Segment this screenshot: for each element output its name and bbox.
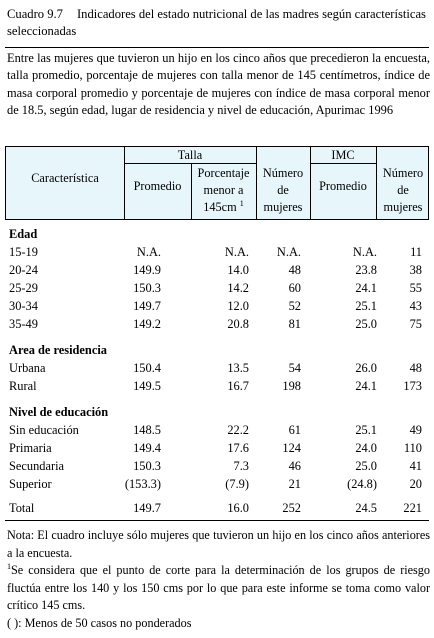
cell-porcentaje: 13.5 xyxy=(227,361,249,375)
cell-porcentaje: 16.7 xyxy=(227,379,249,393)
cell-talla-promedio: 150.3 xyxy=(133,459,161,473)
cell-imc-promedio: 24.1 xyxy=(355,281,377,295)
row-label: 15-19 xyxy=(9,245,38,259)
cell-numero: 46 xyxy=(288,459,301,473)
section-label: Nivel de educación xyxy=(9,405,109,419)
table-title xyxy=(7,6,429,40)
cell-numero-imc: 49 xyxy=(409,423,422,437)
cell-numero-imc: 173 xyxy=(403,379,422,393)
table-row xyxy=(5,421,429,439)
cell-porcentaje: 14.0 xyxy=(227,263,249,277)
section-label: Edad xyxy=(9,227,38,241)
header-imc-promedio: Promedio xyxy=(319,179,367,193)
row-label: Superior xyxy=(9,477,52,491)
header-imc: IMC xyxy=(331,148,355,162)
cell-talla-promedio: 149.7 xyxy=(133,299,161,313)
cell-imc-promedio: (24.8) xyxy=(347,477,377,491)
section-heading-residencia xyxy=(5,341,429,359)
header-numero-line2: de xyxy=(277,183,289,197)
cell-numero-imc: 75 xyxy=(409,317,422,331)
cell-numero: 54 xyxy=(288,361,301,375)
cell-numero-imc: 41 xyxy=(409,459,422,473)
cell-numero-imc: 48 xyxy=(409,361,422,375)
row-label: 20-24 xyxy=(9,263,38,277)
cell-numero: 124 xyxy=(282,441,301,455)
cell-numero: 198 xyxy=(282,379,301,393)
table-row xyxy=(5,279,429,297)
cell-numero-imc: 55 xyxy=(409,281,422,295)
cell-talla-promedio: N.A. xyxy=(136,245,161,259)
header-numero-imc xyxy=(376,165,430,216)
cell-numero: 52 xyxy=(288,299,301,313)
cell-talla-promedio: 149.4 xyxy=(133,441,161,455)
cell-porcentaje: 17.6 xyxy=(227,441,249,455)
cell-numero-imc: 221 xyxy=(403,501,422,515)
table-title-text: Indicadores del estado nutricional de las madres según características seleccionadas xyxy=(7,7,426,38)
cell-imc-promedio: 26.0 xyxy=(355,361,377,375)
cell-numero-imc: 20 xyxy=(409,477,422,491)
row-label: Secundaria xyxy=(9,459,65,473)
cell-numero-imc: 11 xyxy=(410,245,422,259)
cell-porcentaje: 20.8 xyxy=(227,317,249,331)
table-row xyxy=(5,261,429,279)
cell-imc-promedio: 24.0 xyxy=(355,441,377,455)
cell-porcentaje: 12.0 xyxy=(227,299,249,313)
cell-imc-promedio: 25.0 xyxy=(355,317,377,331)
table-row xyxy=(5,315,429,333)
row-label: 35-49 xyxy=(9,317,38,331)
cell-talla-promedio: 148.5 xyxy=(133,423,161,437)
header-numero-line3: mujeres xyxy=(263,200,303,214)
row-label: Urbana xyxy=(9,361,46,375)
cell-imc-promedio: N.A. xyxy=(352,245,377,259)
table-row xyxy=(5,457,429,475)
cell-porcentaje: 22.2 xyxy=(227,423,249,437)
header-talla-promedio: Promedio xyxy=(133,179,182,193)
section-label: Area de residencia xyxy=(9,343,107,357)
cell-numero: 21 xyxy=(288,477,301,491)
cell-numero: 60 xyxy=(288,281,301,295)
cell-talla-promedio: 149.2 xyxy=(133,317,161,331)
note-text: Nota: El cuadro incluye sólo mujeres que tuvieron un hijo en los cinco años anteriores a la encuesta. xyxy=(7,528,430,560)
cell-talla-promedio: 149.9 xyxy=(133,263,161,277)
header-talla: Talla xyxy=(177,148,203,162)
cell-imc-promedio: 23.8 xyxy=(355,263,377,277)
cell-imc-promedio: 24.5 xyxy=(355,501,377,515)
cell-porcentaje: 16.0 xyxy=(227,501,249,515)
row-label: 25-29 xyxy=(9,281,38,295)
row-label: Sin educación xyxy=(9,423,79,437)
table-notes xyxy=(7,527,430,632)
footnote-marker: 1 xyxy=(7,561,11,571)
row-label: Rural xyxy=(9,379,37,393)
header-porcentaje xyxy=(191,165,256,216)
cell-imc-promedio: 25.0 xyxy=(355,459,377,473)
header-numero-line1: Número xyxy=(262,166,304,180)
footnote-text: Se considera que el punto de corte para la determinación de los grupos de riesgo fluctúa entre los 140 y los 150 cms por lo que para este informe se toma como valor crítico 145 cms. xyxy=(7,563,430,612)
table-row-total xyxy=(5,499,429,517)
section-heading-educacion xyxy=(5,403,429,421)
header-numero-line2: de xyxy=(397,183,409,197)
cell-numero-imc: 110 xyxy=(403,441,422,455)
row-label: Primaria xyxy=(9,441,52,455)
table-row xyxy=(5,439,429,457)
row-label: 30-34 xyxy=(9,299,38,313)
cell-talla-promedio: 149.5 xyxy=(133,379,161,393)
cell-numero-imc: 38 xyxy=(409,263,422,277)
header-numero-line1: Número xyxy=(382,166,424,180)
table-row xyxy=(5,297,429,315)
table-row xyxy=(5,475,429,493)
table-bottom-rule xyxy=(5,520,429,521)
cell-imc-promedio: 24.1 xyxy=(355,379,377,393)
cell-numero: 48 xyxy=(288,263,301,277)
cell-talla-promedio: 150.4 xyxy=(133,361,161,375)
cell-numero: N.A. xyxy=(276,245,301,259)
cell-imc-promedio: 25.1 xyxy=(355,299,377,313)
header-numero-talla xyxy=(256,165,310,216)
cell-talla-promedio: 149.7 xyxy=(133,501,161,515)
title-divider xyxy=(5,47,429,48)
cell-numero: 81 xyxy=(288,317,301,331)
header-porcentaje-line2: menor a xyxy=(203,183,244,197)
table-row xyxy=(5,359,429,377)
section-heading-edad xyxy=(5,225,429,243)
footnote-marker: 1 xyxy=(239,198,244,208)
header-numero-line3: mujeres xyxy=(383,200,423,214)
cell-imc-promedio: 25.1 xyxy=(355,423,377,437)
cell-porcentaje: 7.3 xyxy=(233,459,249,473)
cell-porcentaje: N.A. xyxy=(224,245,249,259)
cell-porcentaje: 14.2 xyxy=(227,281,249,295)
table-row xyxy=(5,243,429,261)
cell-numero-imc: 43 xyxy=(409,299,422,313)
header-porcentaje-line1: Porcentaje xyxy=(197,166,250,180)
cell-porcentaje: (7.9) xyxy=(225,477,249,491)
cell-talla-promedio: (153.3) xyxy=(124,477,161,491)
cell-talla-promedio: 150.3 xyxy=(133,281,161,295)
row-label: Total xyxy=(9,501,35,515)
table-description: Entre las mujeres que tuvieron un hijo en los cinco años que precedieron la encuesta, talla promedio, porcentaje de mujeres con talla menor de 145 centímetros, índice de masa corporal promedio y porcentaje de mujeres con índice de masa corporal menor de 18.5, según edad, lugar de residencia y nivel de educación, Apurimac 1996 xyxy=(7,51,430,117)
cell-numero: 61 xyxy=(288,423,301,437)
table-number: Cuadro 9.7 xyxy=(7,7,63,21)
table-header xyxy=(5,146,429,220)
footnote xyxy=(7,562,430,615)
header-porcentaje-line3: 145cm xyxy=(203,200,237,214)
table-row xyxy=(5,377,429,395)
header-caracteristica: Característica xyxy=(31,171,99,185)
parentheses-note: ( ): Menos de 50 casos no ponderados xyxy=(7,615,192,630)
cell-numero: 252 xyxy=(282,501,301,515)
